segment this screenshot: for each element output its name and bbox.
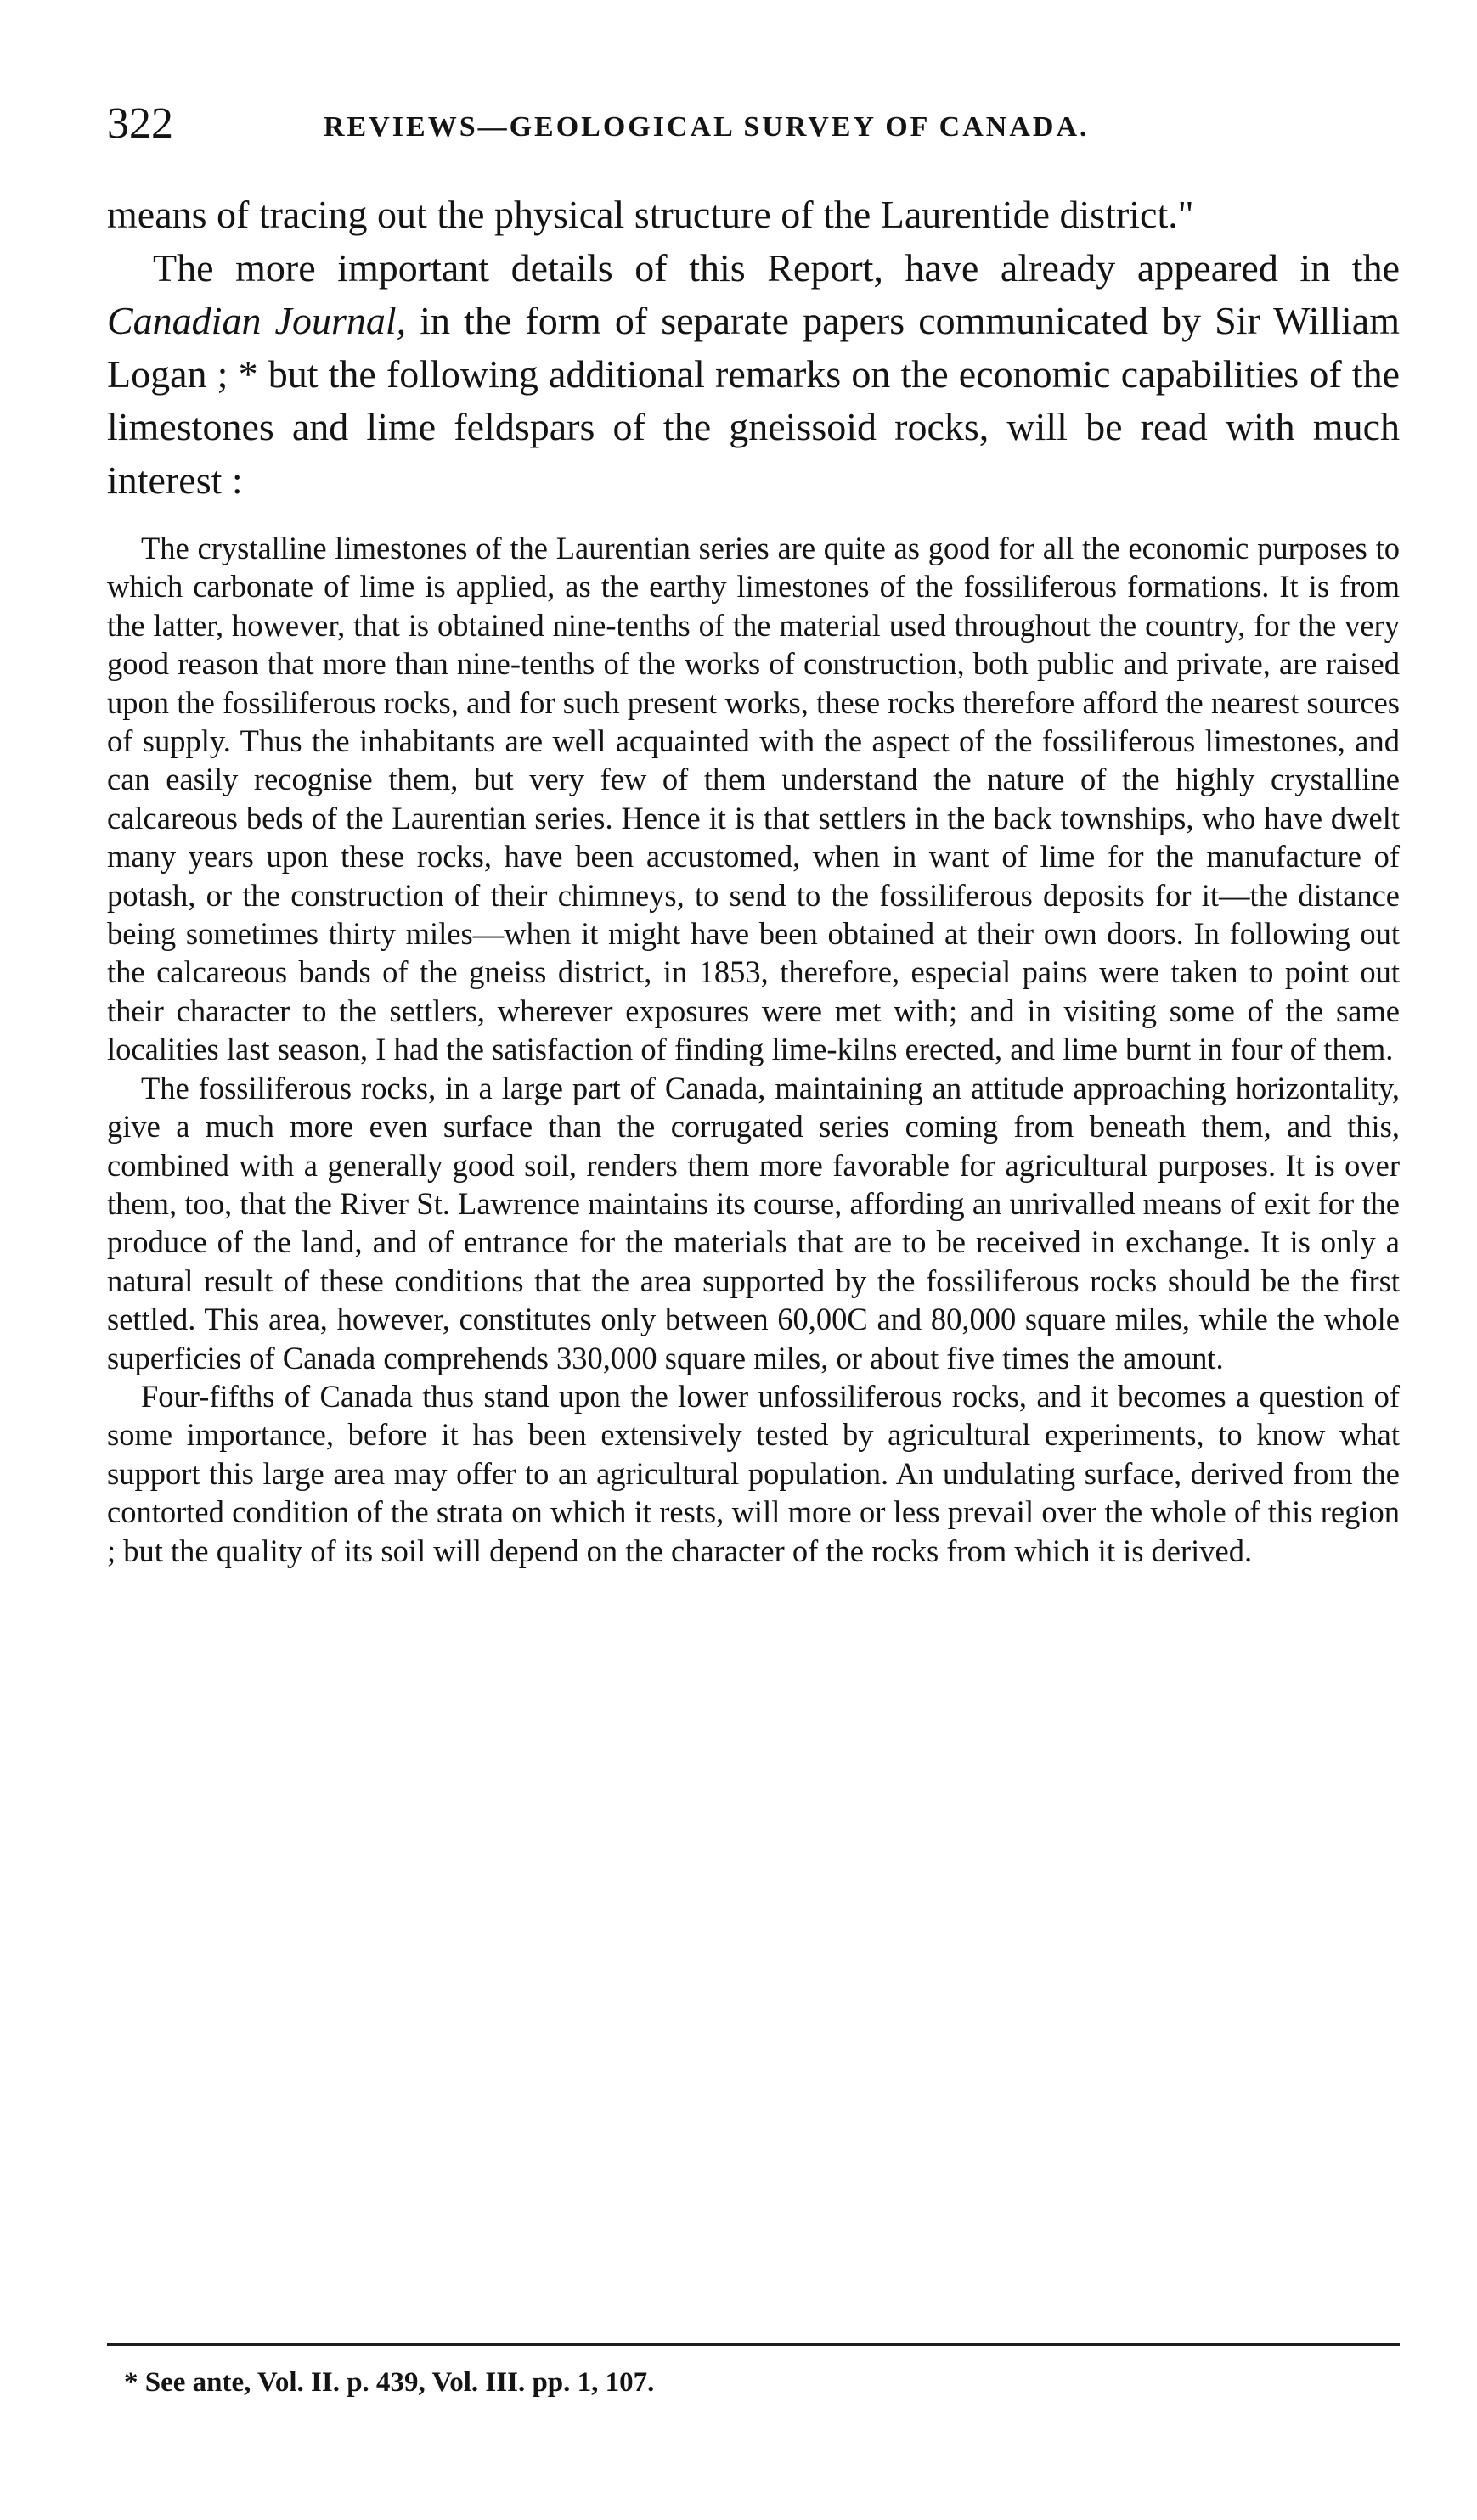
page — [107, 93, 1401, 2398]
quoted-paragraph-four-fifths: Four-fifths of Canada thus stand upon the lower unfossiliferous rocks, and it becomes a question of some importance, before it has been extensively tested by agricultural experiments, to know what support this large area may offer to an agricultural population. An undulating surface, derived from the contorted condition of the strata on which it rests, will more or less prevail over the whole of this region ; but the quality of its soil will depend on the character of the rocks from which it is derived. — [107, 1378, 1400, 1568]
page-number: 322 — [107, 99, 173, 148]
intro-text-before-journal: The more important details of this Report, have already appeared in the — [153, 245, 1400, 290]
intro-text-after-journal: in the form of separate papers communicated by Sir William Logan ; * but the following additional remarks on the economic capabilities of the limestones and lime feldspars of the gneissoid rocks, will be read with much interest : — [107, 299, 1401, 502]
quoted-paragraph-limestones: The crystalline limestones of the Laurentian series are quite as good for all the economic purposes to which carbonate of lime is applied, as the earthy limestones of the fossiliferous formations. It is from the latter, however, that is obtained nine-tenths of the material used throughout the country, for the very good reason that more than nine-tenths of the works of construction, both public and private, are raised upon the fossiliferous rocks, and for such present works, these rocks therefore afford the nearest sources of supply. Thus the inhabitants are well acquainted with the aspect of the fossiliferous limestones, and can easily recognise them, but very few of them understand the nature of the highly crystalline calcareous beds of the Laurentian series. Hence it is that settlers in the back townships, who have dwelt many years upon these rocks, have been accustomed, when in want of lime for the manufacture of potash, or the construction of their chimneys, to send to the fossiliferous deposits for it—the distance being sometimes thirty miles—when it might have been obtained at their own doors. In following out the calcareous bands of the gneiss district, in 1853, therefore, especial pains were taken to point out their character to the settlers, wherever exposures were met with; and in visiting some of the same localities last season, I had the satisfaction of finding lime-kilns erected, and lime burnt in four of them. — [107, 531, 1400, 1067]
quoted-extract — [107, 529, 1400, 1570]
footnote-rule — [107, 2343, 1400, 2346]
footnote: * See ante, Vol. II. p. 439, Vol. III. pp. 1, 107. — [124, 2367, 655, 2398]
intro-continuation: means of tracing out the physical structure of the Laurentide district." — [107, 193, 1194, 236]
intro-paragraph — [107, 242, 1400, 508]
running-title: REVIEWS—GEOLOGICAL SURVEY OF CANADA. — [324, 111, 1090, 143]
journal-name: Canadian Journal, — [107, 299, 407, 342]
quoted-paragraph-fossiliferous-rocks: The fossiliferous rocks, in a large part of Canada, maintaining an attitude approaching horizontality, give a much more even surface than the corrugated series coming from beneath them, and this, combined with a generally good soil, renders them more favorable for agricultural purposes. It is over them, too, that the River St. Lawrence maintains its course, affording an unrivalled means of exit for the produce of the land, and of entrance for the materials that are to be received in exchange. It is only a natural result of these conditions that the area supported by the fossiliferous rocks should be the first settled. This area, however, constitutes only between 60,00C and 80,000 square miles, while the whole superficies of Canada comprehends 330,000 square miles, or about five times the amount. — [107, 1070, 1400, 1375]
running-head — [107, 93, 1400, 155]
